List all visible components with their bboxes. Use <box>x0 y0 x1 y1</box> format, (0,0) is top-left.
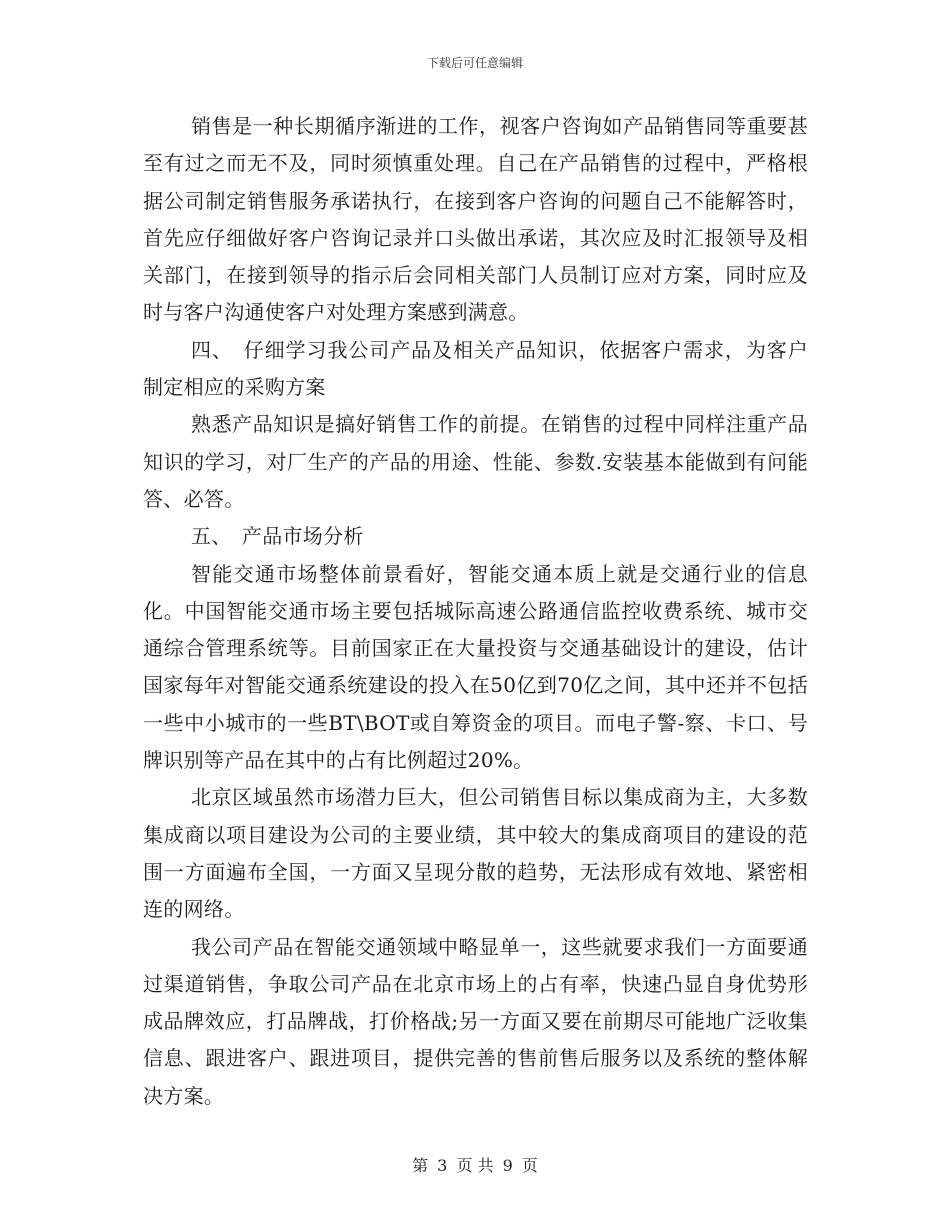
total-page-number: 9 <box>502 1156 513 1175</box>
footer-middle: 页 共 <box>456 1156 494 1175</box>
section-heading-five: 五、 产品市场分析 <box>191 524 364 549</box>
footer-prefix: 第 <box>412 1156 429 1175</box>
page-header: 下载后可任意编辑 <box>426 56 523 70</box>
paragraph-market-outlook: 智能交通市场整体前景看好，智能交通本质上就是交通行业的信息化。中国智能交通市场主要包括城际高速公路通信监控收费系统、城市交通综合管理系统等。目前国家正在大量投资与交通基础设计的建设，估计国家每年对智能交通系统建设的投入在50亿到70亿之间，其中还并不包括一些中小城市的一些BT\BOT或自筹资金的项目。而电子警-察、卡口、号牌识别等产品在其中的占有比例超过20%。 <box>143 561 808 773</box>
section-heading-four: 四、 仔细学习我公司产品及相关产品知识，依据客户需求，为客户制定相应的采购方案 <box>143 337 808 400</box>
page-footer <box>0 1153 950 1176</box>
document-body <box>143 108 808 1115</box>
paragraph-company-strategy: 我公司产品在智能交通领域中略显单一，这些就要求我们一方面要通过渠道销售，争取公司产品在北京市场上的占有率，快速凸显自身优势形成品牌效应，打品牌战，打价格战;另一方面又要在前期尽可能地广泛收集信息、跟进客户、跟进项目，提供完善的售前售后服务以及系统的整体解决方案。 <box>143 934 808 1108</box>
paragraph-product-knowledge: 熟悉产品知识是搞好销售工作的前提。在销售的过程中同样注重产品知识的学习，对厂生产的产品的用途、性能、参数.安装基本能做到有问能答、必答。 <box>143 412 808 511</box>
paragraph-customer-consulting: 销售是一种长期循序渐进的工作，视客户咨询如产品销售同等重要甚至有过之而无不及，同时须慎重处理。自己在产品销售的过程中，严格根据公司制定销售服务承诺执行，在接到客户咨询的问题自己不能解答时，首先应仔细做好客户咨询记录并口头做出承诺，其次应及时汇报领导及相关部门，在接到领导的指示后会同相关部门人员制订应对方案，同时应及时与客户沟通使客户对处理方案感到满意。 <box>143 114 808 325</box>
footer-suffix: 页 <box>521 1156 538 1175</box>
paragraph-beijing-region: 北京区域虽然市场潜力巨大，但公司销售目标以集成商为主，大多数集成商以项目建设为公司的主要业绩，其中较大的集成商项目的建设的范围一方面遍布全国，一方面又呈现分散的趋势，无法形成有效地、紧密相连的网络。 <box>143 785 808 922</box>
current-page-number: 3 <box>437 1156 448 1175</box>
